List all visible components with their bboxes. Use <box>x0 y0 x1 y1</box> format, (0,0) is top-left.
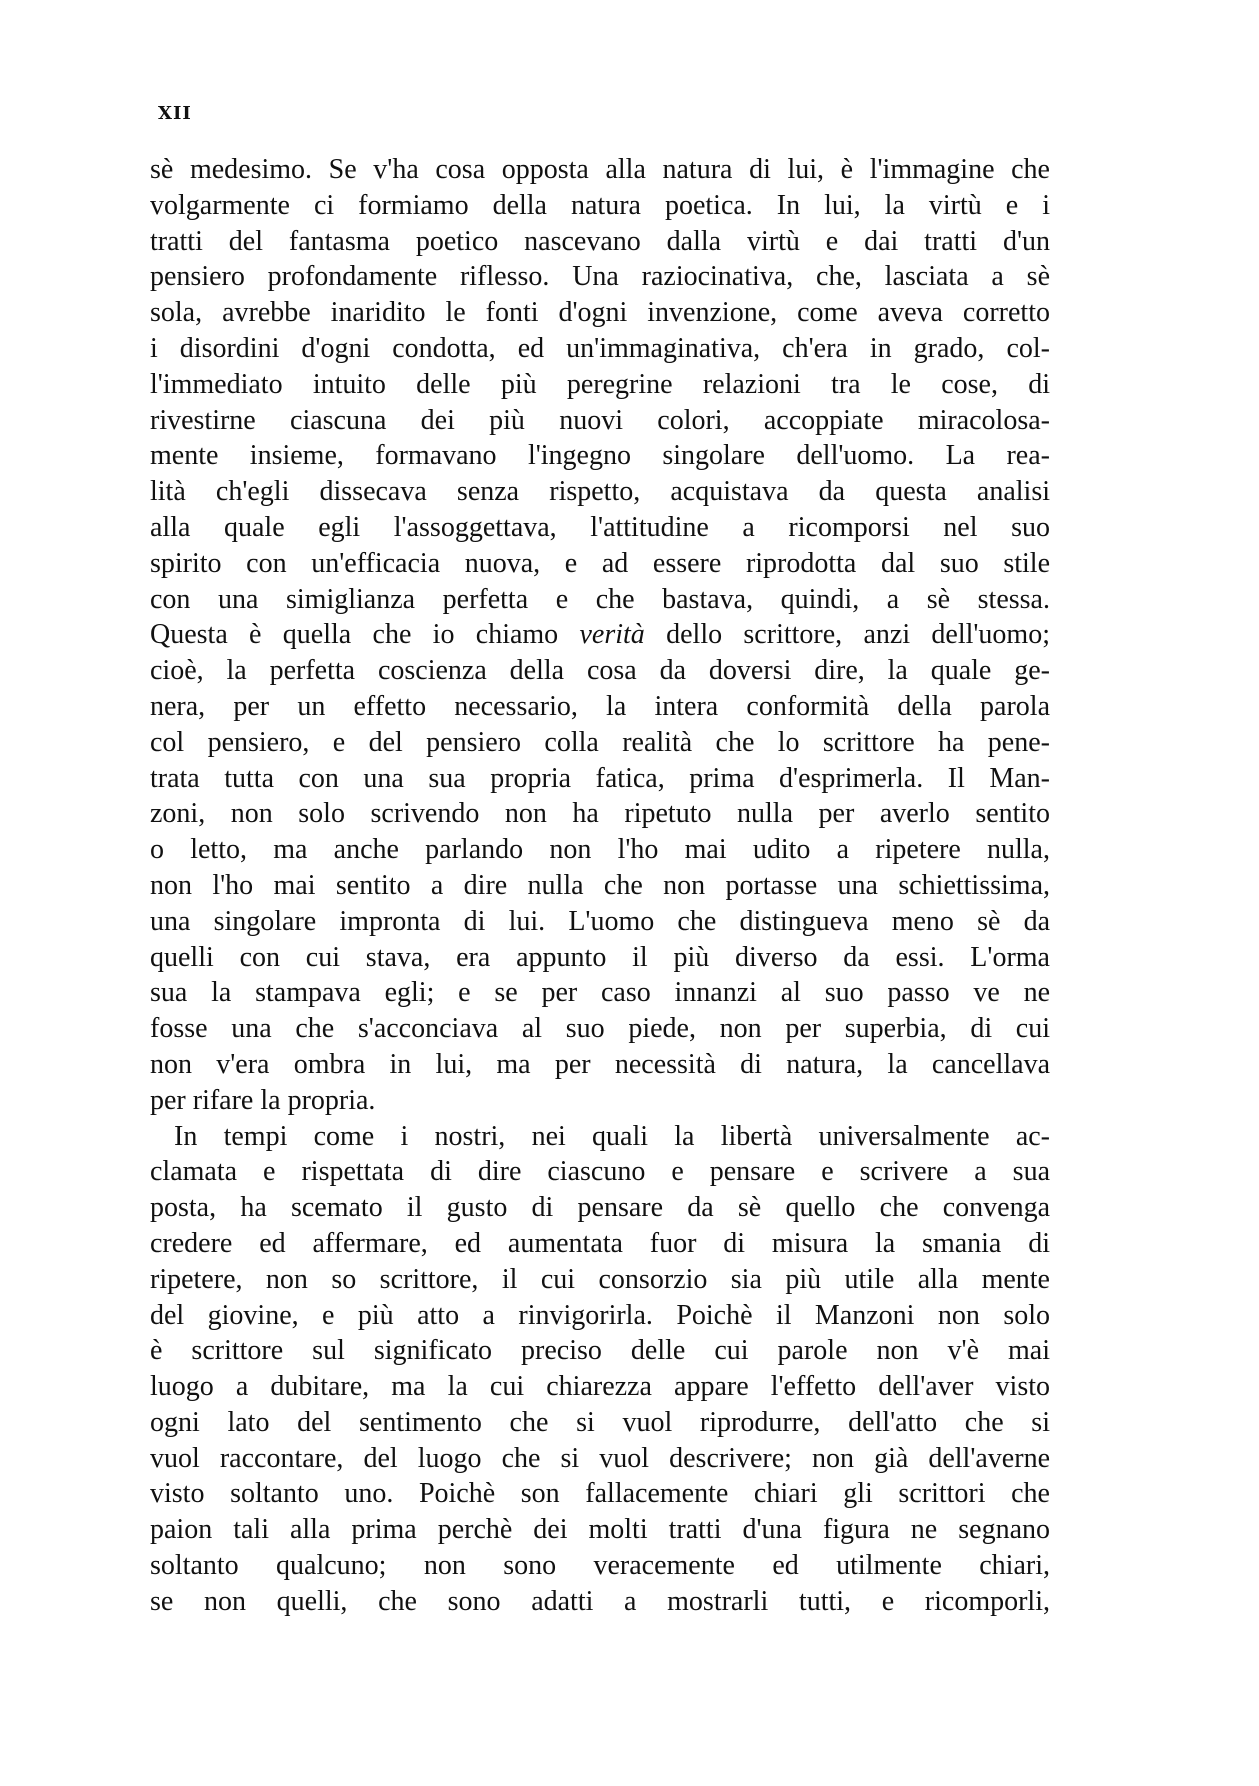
text-line: cioè, la perfetta coscienza della cosa da doversi dire, la quale ge- <box>150 655 1050 687</box>
text-line: sè medesimo. Se v'ha cosa opposta alla natura di lui, è l'immagine che <box>150 154 1050 185</box>
text-line: zoni, non solo scrivendo non ha ripetuto nulla per averlo sentito <box>150 798 1050 830</box>
text-line: paion tali alla prima perchè dei molti tratti d'una figura ne segnano <box>150 1514 1050 1546</box>
text-line: spirito con un'efficacia nuova, e ad essere riprodotta dal suo stile <box>150 547 1050 579</box>
text-line: clamata e rispettata di dire ciascuno e pensare e scrivere a sua <box>150 1156 1050 1188</box>
text-line: credere ed affermare, ed aumentata fuor di misura la smania di <box>150 1227 1050 1259</box>
text-line: visto soltanto uno. Poichè son fallacemente chiari gli scrittori che <box>150 1478 1050 1510</box>
text-line: tratti del fantasma poetico nascevano dalla virtù e dai tratti d'un <box>150 225 1050 257</box>
text-line: In tempi come i nostri, nei quali la libertà universalmente ac- <box>174 1120 1050 1152</box>
text-line: fosse una che s'acconciava al suo piede, non per superbia, di cui <box>150 1013 1050 1045</box>
text-line: sola, avrebbe inaridito le fonti d'ogni invenzione, come aveva corretto <box>150 297 1050 329</box>
text-line: trata tutta con una sua propria fatica, prima d'esprimerla. Il Man- <box>150 762 1050 794</box>
text-line: pensiero profondamente riflesso. Una raziocinativa, che, lasciata a sè <box>150 261 1050 293</box>
text-line: posta, ha scemato il gusto di pensare da sè quello che convenga <box>150 1192 1050 1224</box>
text-line: volgarmente ci formiamo della natura poetica. In lui, la virtù e i <box>150 189 1050 221</box>
text-line: soltanto qualcuno; non sono veracemente ed utilmente chiari, <box>150 1550 1050 1582</box>
text-line: per rifare la propria. <box>150 1084 376 1116</box>
text-segment: Questa è quella che io chiamo <box>150 619 580 651</box>
text-line: rivestirne ciascuna dei più nuovi colori, accoppiate miracolosa- <box>150 404 1050 436</box>
text-line: luogo a dubitare, ma la cui chiarezza appare l'effetto dell'aver visto <box>150 1371 1050 1403</box>
text-segment: dello scrittore, anzi dell'uomo; <box>644 619 1050 651</box>
text-line: ogni lato del sentimento che si vuol riprodurre, dell'atto che si <box>150 1406 1050 1438</box>
text-line: l'immediato intuito delle più peregrine relazioni tra le cose, di <box>150 368 1050 400</box>
text-line: vuol raccontare, del luogo che si vuol descrivere; non già dell'averne <box>150 1442 1050 1474</box>
text-line: i disordini d'ogni condotta, ed un'immaginativa, ch'era in grado, col- <box>150 332 1050 364</box>
text-line: del giovine, e più atto a rinvigorirla. Poichè il Manzoni non solo <box>150 1299 1050 1331</box>
italic-word: verità <box>579 619 645 651</box>
text-line <box>150 617 1050 653</box>
text-line: ripetere, non so scrittore, il cui consorzio sia più utile alla mente <box>150 1263 1050 1295</box>
page-number: XII <box>158 103 192 124</box>
text-line: nera, per un effetto necessario, la intera conformità della parola <box>150 690 1050 722</box>
text-line: alla quale egli l'assoggettava, l'attitudine a ricomporsi nel suo <box>150 511 1050 543</box>
text-line: o letto, ma anche parlando non l'ho mai udito a ripetere nulla, <box>150 834 1050 866</box>
text-line: con una simiglianza perfetta e che bastava, quindi, a sè stessa. <box>150 583 1050 615</box>
text-line: è scrittore sul significato preciso delle cui parole non v'è mai <box>150 1335 1050 1367</box>
text-line: col pensiero, e del pensiero colla realità che lo scrittore ha pene- <box>150 726 1050 758</box>
text-line: se non quelli, che sono adatti a mostrarli tutti, e ricomporli, <box>150 1585 1050 1617</box>
text-line: mente insieme, formavano l'ingegno singolare dell'uomo. La rea- <box>150 440 1050 472</box>
text-line: quelli con cui stava, era appunto il più diverso da essi. L'orma <box>150 941 1050 973</box>
text-line: sua la stampava egli; e se per caso innanzi al suo passo ve ne <box>150 977 1050 1009</box>
text-line: una singolare impronta di lui. L'uomo che distingueva meno sè da <box>150 905 1050 937</box>
text-line: non l'ho mai sentito a dire nulla che non portasse una schiettissima, <box>150 869 1050 901</box>
body-text <box>150 152 1050 1620</box>
text-line: lità ch'egli dissecava senza rispetto, acquistava da questa analisi <box>150 476 1050 508</box>
text-line: non v'era ombra in lui, ma per necessità di natura, la cancellava <box>150 1048 1050 1080</box>
